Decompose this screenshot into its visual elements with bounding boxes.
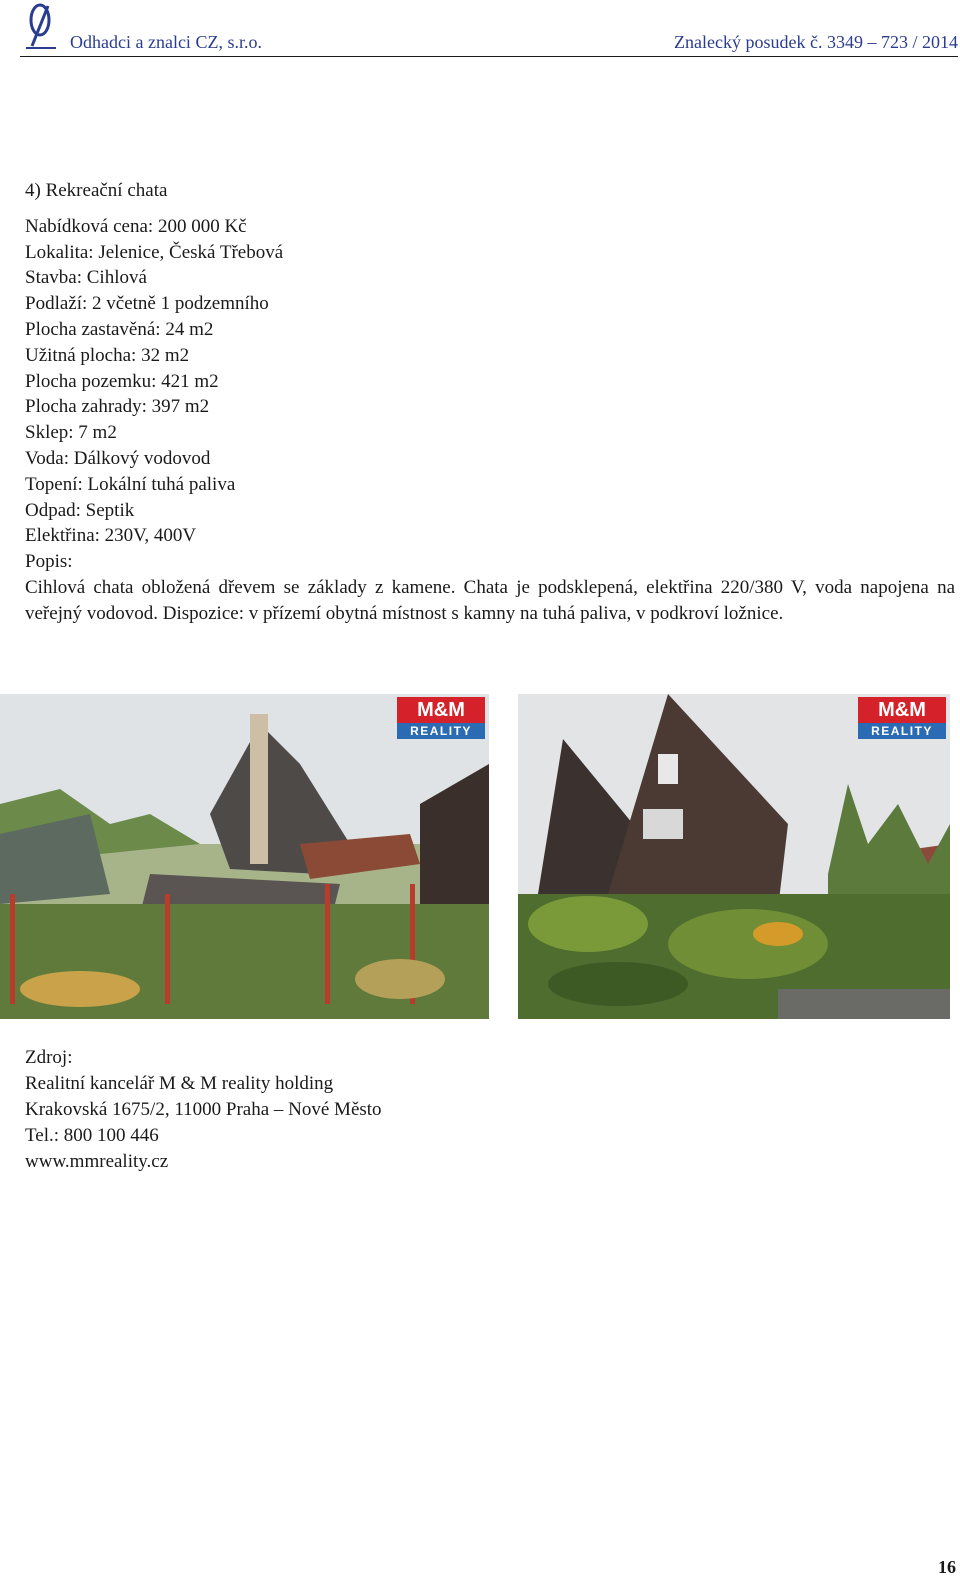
listing-row: Plocha zastavěná: 24 m2 xyxy=(25,318,214,340)
listing-row: Odpad: Septik xyxy=(25,499,135,521)
company-name: Odhadci a znalci CZ, s.r.o. xyxy=(70,32,262,52)
listing-row: Plocha pozemku: 421 m2 xyxy=(25,370,219,392)
mm-reality-logo xyxy=(858,697,946,739)
listing-section xyxy=(25,178,955,627)
listing-row: Popis: xyxy=(25,551,73,573)
cottage-photo xyxy=(0,694,489,1019)
listing-row: Elektřina: 230V, 400V xyxy=(25,525,197,547)
listing-row: Topení: Lokální tuhá paliva xyxy=(25,473,236,495)
logo-top: M&M xyxy=(858,697,946,723)
page-number: 16 xyxy=(938,1557,956,1577)
logo-bottom: REALITY xyxy=(858,723,946,739)
mm-reality-logo xyxy=(397,697,485,739)
source-label: Zdroj: xyxy=(25,1047,73,1068)
source-section xyxy=(25,1045,382,1175)
photo-gallery xyxy=(0,694,960,1019)
listing-row: Plocha zahrady: 397 m2 xyxy=(25,396,210,418)
source-line: Tel.: 800 100 446 xyxy=(25,1125,159,1146)
listing-row: Lokalita: Jelenice, Česká Třebová xyxy=(25,241,284,263)
cottage-photo-image xyxy=(0,694,489,1019)
cottage-photo-image xyxy=(518,694,950,1019)
listing-row: Voda: Dálkový vodovod xyxy=(25,447,211,469)
listing-row: Nabídková cena: 200 000 Kč xyxy=(25,215,247,237)
listing-description: Cihlová chata obložená dřevem se základy z kamene. Chata je podsklepená, elektřina 220/380 V, voda napojena na veřejný vodovod. Dispozice: v přízemí obytná místnost s kamny na tuhá paliva, v podkroví ložnice. xyxy=(25,576,955,624)
logo-bottom: REALITY xyxy=(397,723,485,739)
listing-row: Sklep: 7 m2 xyxy=(25,422,117,444)
source-line: Realitní kancelář M & M reality holding xyxy=(25,1073,334,1094)
listing-title: 4) Rekreační chata xyxy=(25,180,168,201)
report-number: Znalecký posudek č. 3349 – 723 / 2014 xyxy=(674,32,958,52)
source-line: www.mmreality.cz xyxy=(25,1151,169,1172)
cottage-photo xyxy=(518,694,950,1019)
listing-row: Podlaží: 2 včetně 1 podzemního xyxy=(25,293,269,315)
page-header xyxy=(20,0,958,57)
source-line: Krakovská 1675/2, 11000 Praha – Nové Město xyxy=(25,1099,382,1120)
listing-row: Stavba: Cihlová xyxy=(25,267,147,289)
company-logo-icon xyxy=(22,2,58,50)
listing-row: Užitná plocha: 32 m2 xyxy=(25,344,190,366)
logo-top: M&M xyxy=(397,697,485,723)
